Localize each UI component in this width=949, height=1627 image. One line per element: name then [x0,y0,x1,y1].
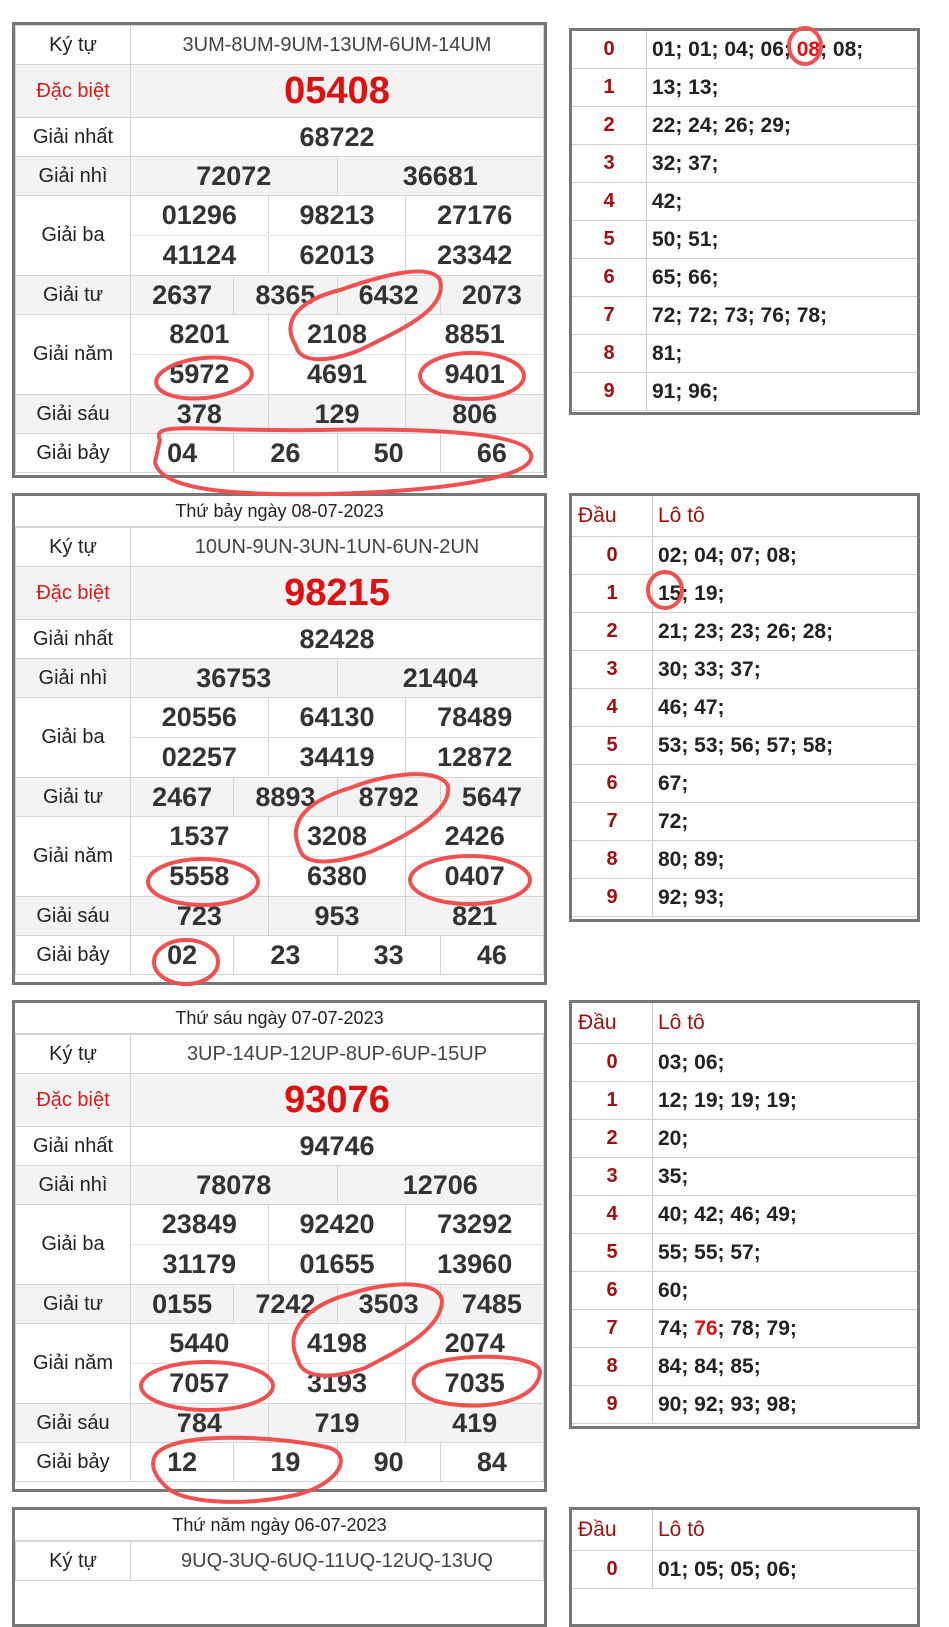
loto-head-digit: 5 [572,221,647,259]
result-table [15,1541,544,1581]
loto-values: 21; 23; 23; 26; 28; [653,613,918,651]
sixth-prize: 378 [176,399,222,429]
sixth-prize: 129 [268,395,406,433]
sixth-prize: 953 [268,897,406,935]
loto-head-digit: 6 [572,1272,653,1310]
special-prize: 98215 [131,567,544,620]
fourth-prize: 2073 [440,276,543,314]
loto-values: 91; 96; [647,373,918,411]
fifth-prize: 4198 [268,1324,406,1362]
third-prize: 23849 [161,1209,237,1239]
kytu-value: 3UP-14UP-12UP-8UP-6UP-15UP [131,1035,544,1074]
loto-list [572,31,917,411]
first-prize-label: Giải nhất [16,620,131,659]
draw-date: Thứ sáu ngày 07-07-2023 [15,1003,544,1034]
fourth-prize: 0155 [152,1289,213,1319]
loto-values: 92; 93; [653,879,918,917]
fifth-prize: 7057 [169,1368,230,1398]
special-label: Đặc biệt [16,567,131,620]
third-prize: 12872 [405,738,543,776]
kytu-value: 9UQ-3UQ-6UQ-11UQ-12UQ-13UQ [131,1542,544,1581]
loto-values: 90; 92; 93; 98; [653,1386,918,1424]
seventh-prize: 12 [167,1447,198,1477]
loto-values: 42; [647,183,918,221]
loto-table [569,1507,920,1627]
result-table [15,527,544,975]
third-prize: 20556 [161,702,237,732]
loto-head-digit: 2 [572,613,653,651]
seventh-prize-label: Giải bảy [16,1443,131,1482]
loto-head-digit: 0 [572,537,653,575]
loto-head-digit: 8 [572,335,647,373]
loto-values: 67; [653,765,918,803]
third-prize: 98213 [268,196,406,234]
seventh-prize: 46 [440,936,543,974]
fifth-prize: 3193 [268,1364,406,1402]
second-prize: 21404 [337,659,544,697]
first-prize: 68722 [131,118,544,157]
loto-head-digit: 0 [572,1044,653,1082]
second-prize: 12706 [337,1166,544,1204]
draw-result-table [12,1000,547,1492]
seventh-prize: 04 [167,438,198,468]
third-prize: 31179 [162,1249,237,1279]
fifth-prize: 2426 [405,817,543,855]
fourth-prize: 3503 [337,1285,440,1323]
loto-head-digit: 2 [572,107,647,145]
second-prize: 78078 [196,1170,272,1200]
kytu-label: Ký tự [16,528,131,567]
third-prize-label: Giải ba [16,698,131,778]
loto-list [572,1510,917,1589]
loto-highlight: 08 [796,37,821,61]
seventh-prize: 19 [233,1443,336,1481]
third-prize: 27176 [405,196,543,234]
fourth-prize: 8893 [233,778,336,816]
fifth-prize: 2074 [405,1324,543,1362]
loto-header: Lô tô [653,1003,918,1044]
seventh-prize: 84 [440,1443,543,1481]
seventh-prize-label: Giải bảy [16,936,131,975]
loto-values: 13; 13; [647,69,918,107]
loto-values: 50; 51; [647,221,918,259]
sixth-prize: 723 [176,901,222,931]
kytu-label: Ký tự [16,1542,131,1581]
fourth-prize: 8792 [337,778,440,816]
loto-values: 35; [653,1158,918,1196]
loto-head-digit: 4 [572,1196,653,1234]
third-prize: 41124 [162,240,237,270]
loto-head-digit: 0 [572,1551,653,1589]
third-prize: 92420 [268,1205,406,1243]
special-label: Đặc biệt [16,1074,131,1127]
loto-head-digit: 6 [572,259,647,297]
loto-values: 02; 04; 07; 08; [653,537,918,575]
loto-values: 60; [653,1272,918,1310]
seventh-prize: 66 [440,434,543,472]
loto-head-digit: 3 [572,145,647,183]
fourth-prize-label: Giải tư [16,778,131,817]
kytu-value: 10UN-9UN-3UN-1UN-6UN-2UN [131,528,544,567]
loto-list [572,1003,917,1424]
first-prize: 82428 [131,620,544,659]
loto-values: 40; 42; 46; 49; [653,1196,918,1234]
loto-head-digit: 0 [572,31,647,69]
fifth-prize: 5558 [169,861,230,891]
seventh-prize: 33 [337,936,440,974]
loto-head-digit: 9 [572,1386,653,1424]
dau-header: Đầu [572,1510,653,1551]
fifth-prize: 2108 [268,315,406,353]
seventh-prize-label: Giải bảy [16,434,131,473]
first-prize-label: Giải nhất [16,1127,131,1166]
fifth-prize: 9401 [405,355,543,393]
loto-head-digit: 5 [572,1234,653,1272]
kytu-value: 3UM-8UM-9UM-13UM-6UM-14UM [131,26,544,65]
loto-values: 80; 89; [653,841,918,879]
second-prize-label: Giải nhì [16,1166,131,1205]
fourth-prize: 2467 [152,782,213,812]
sixth-prize: 821 [405,897,543,935]
loto-values: 30; 33; 37; [653,651,918,689]
loto-values: 15; 19; [653,575,918,613]
seventh-prize: 02 [167,940,198,970]
loto-head-digit: 1 [572,575,653,613]
fourth-prize: 7485 [440,1285,543,1323]
loto-values: 74; 76; 78; 79; [653,1310,918,1348]
loto-values: 72; [653,803,918,841]
kytu-label: Ký tự [16,26,131,65]
fifth-prize-label: Giải năm [16,315,131,395]
loto-values: 12; 19; 19; 19; [653,1082,918,1120]
fourth-prize: 8365 [233,276,336,314]
loto-head-digit: 9 [572,373,647,411]
third-prize: 73292 [405,1205,543,1243]
loto-values: 46; 47; [653,689,918,727]
fourth-prize-label: Giải tư [16,1285,131,1324]
special-prize: 93076 [131,1074,544,1127]
third-prize: 62013 [268,236,406,274]
loto-values: 72; 72; 73; 76; 78; [647,297,918,335]
fifth-prize: 4691 [268,355,406,393]
sixth-prize-label: Giải sáu [16,897,131,936]
third-prize: 34419 [268,738,406,776]
draw-result-table [12,22,547,478]
fifth-prize: 6380 [268,857,406,895]
second-prize-label: Giải nhì [16,157,131,196]
draw-date: Thứ bảy ngày 08-07-2023 [15,496,544,527]
loto-head-digit: 6 [572,765,653,803]
third-prize: 23342 [405,236,543,274]
loto-table [569,28,920,415]
fifth-prize: 7035 [405,1364,543,1402]
sixth-prize: 784 [176,1408,222,1438]
loto-values: 22; 24; 26; 29; [647,107,918,145]
sixth-prize: 419 [405,1404,543,1442]
fifth-prize: 5972 [169,359,230,389]
loto-head-digit: 5 [572,727,653,765]
fourth-prize-label: Giải tư [16,276,131,315]
loto-head-digit: 7 [572,1310,653,1348]
fifth-prize-label: Giải năm [16,817,131,897]
loto-head-digit: 7 [572,297,647,335]
sixth-prize-label: Giải sáu [16,1404,131,1443]
special-prize: 05408 [131,65,544,118]
loto-head-digit: 9 [572,879,653,917]
loto-values: 01; 01; 04; 06; 08; 08; [647,31,918,69]
first-prize: 94746 [131,1127,544,1166]
fourth-prize: 5647 [440,778,543,816]
second-prize: 36681 [337,157,544,195]
loto-table [569,493,920,922]
result-table [15,1034,544,1482]
kytu-label: Ký tự [16,1035,131,1074]
second-prize-label: Giải nhì [16,659,131,698]
fourth-prize: 7242 [233,1285,336,1323]
loto-values: 20; [653,1120,918,1158]
fifth-prize: 5440 [169,1328,230,1358]
dau-header: Đầu [572,1003,653,1044]
sixth-prize: 719 [268,1404,406,1442]
loto-values: 01; 05; 05; 06; [653,1551,918,1589]
second-prize: 72072 [196,161,272,191]
draw-result-table [12,1507,547,1627]
loto-head-digit: 8 [572,841,653,879]
loto-header: Lô tô [653,1510,918,1551]
fifth-prize: 3208 [268,817,406,855]
loto-head-digit: 8 [572,1348,653,1386]
sixth-prize: 806 [405,395,543,433]
fourth-prize: 2637 [152,280,213,310]
fifth-prize: 0407 [405,857,543,895]
third-prize: 01655 [268,1245,406,1283]
third-prize: 78489 [405,698,543,736]
loto-values: 81; [647,335,918,373]
fifth-prize-label: Giải năm [16,1324,131,1404]
dau-header: Đầu [572,496,653,537]
sixth-prize-label: Giải sáu [16,395,131,434]
loto-highlight: 76 [694,1316,718,1340]
loto-values: 32; 37; [647,145,918,183]
loto-table [569,1000,920,1429]
third-prize: 02257 [161,742,237,772]
fifth-prize: 8201 [169,319,230,349]
draw-date: Thứ năm ngày 06-07-2023 [15,1510,544,1541]
third-prize-label: Giải ba [16,1205,131,1285]
first-prize-label: Giải nhất [16,118,131,157]
seventh-prize: 90 [337,1443,440,1481]
third-prize: 64130 [268,698,406,736]
third-prize: 13960 [405,1245,543,1283]
fifth-prize: 8851 [405,315,543,353]
loto-head-digit: 4 [572,183,647,221]
loto-values: 55; 55; 57; [653,1234,918,1272]
loto-values: 65; 66; [647,259,918,297]
seventh-prize: 50 [337,434,440,472]
loto-head-digit: 1 [572,69,647,107]
loto-head-digit: 7 [572,803,653,841]
draw-result-table [12,493,547,985]
loto-list [572,496,917,917]
loto-head-digit: 2 [572,1120,653,1158]
loto-head-digit: 1 [572,1082,653,1120]
loto-header: Lô tô [653,496,918,537]
third-prize: 01296 [161,200,237,230]
fifth-prize: 1537 [169,821,230,851]
seventh-prize: 23 [233,936,336,974]
loto-head-digit: 4 [572,689,653,727]
loto-head-digit: 3 [572,651,653,689]
loto-head-digit: 3 [572,1158,653,1196]
loto-values: 84; 84; 85; [653,1348,918,1386]
loto-values: 03; 06; [653,1044,918,1082]
result-table [15,25,544,473]
fourth-prize: 6432 [337,276,440,314]
special-label: Đặc biệt [16,65,131,118]
second-prize: 36753 [196,663,272,693]
third-prize-label: Giải ba [16,196,131,276]
seventh-prize: 26 [233,434,336,472]
loto-values: 53; 53; 56; 57; 58; [653,727,918,765]
